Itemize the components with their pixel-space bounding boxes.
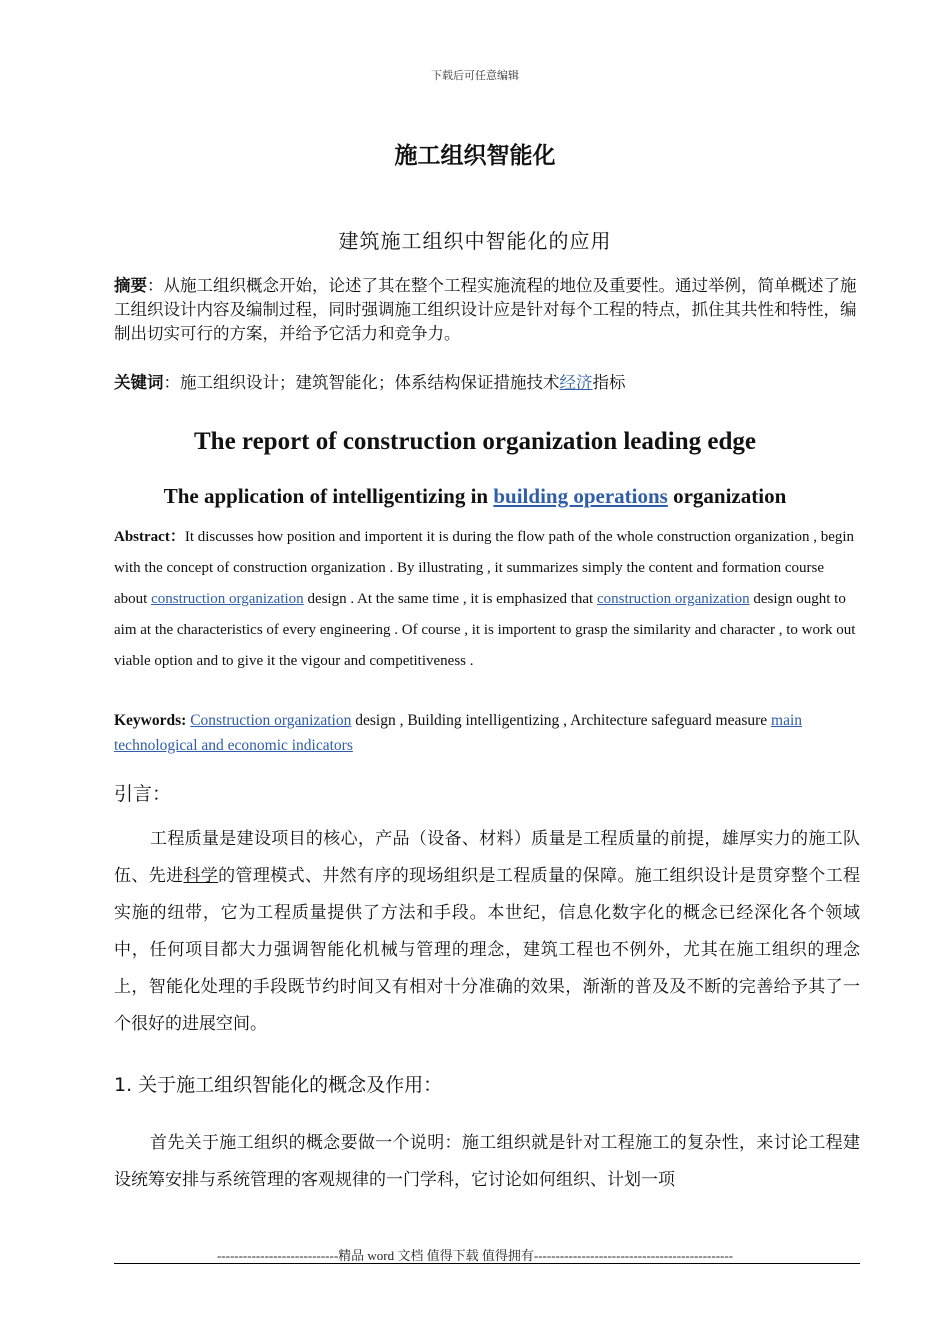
english-keywords-middle: design , Building intelligentizing , Architecture safeguard measure: [351, 712, 772, 729]
page-footer: ----------------------------精品 word 文档 值得下载 值得拥有----------------------------------------------: [216, 1248, 734, 1263]
abstract-cn: [114, 274, 859, 346]
english-abstract-link1[interactable]: construction organization: [151, 591, 304, 607]
english-title: The report of construction organization leading edge: [194, 428, 756, 455]
keywords-cn-text: ：施工组织设计；建筑智能化；体系结构保证措施技术: [163, 373, 560, 392]
abstract-cn-label: 摘要: [114, 276, 147, 295]
abstract-cn-text: ：从施工组织概念开始，论述了其在整个工程实施流程的地位及重要性。通过举例，简单概述了施工组织设计内容及编制过程，同时强调施工组织设计应是针对每个工程的特点，抓住其共性和特性，编制出切实可行的方案，并给予它活力和竞争力。: [114, 276, 857, 343]
english-keywords-label: Keywords:: [114, 712, 187, 729]
english-keywords: [114, 708, 860, 758]
page-header-note: 下载后可任意编辑: [431, 69, 519, 82]
english-subtitle: [0, 484, 950, 509]
english-subtitle-link[interactable]: building operations: [493, 484, 668, 508]
english-keywords-link1[interactable]: Construction organization: [190, 712, 352, 729]
english-abstract-link2[interactable]: construction organization: [596, 591, 750, 607]
keywords-cn-link[interactable]: 经济: [559, 373, 593, 392]
english-keywords-link2[interactable]: main technological and economic indicators: [114, 712, 803, 754]
intro-text-2: 的管理模式、井然有序的现场组织是工程质量的保障。施工组织设计是贯穿整个工程实施的纽带，它为工程质量提供了方法和手段。本世纪，信息化数字化的概念已经深化各个领域中，任何项目都大力强调智能化机械与管理的理念，建筑工程也不例外，尤其在施工组织的理念上，智能化处理的手段既节约时间又有相对十分准确的效果，渐渐的普及及不断的完善给予其了一个很好的进展空间。: [114, 866, 861, 1034]
english-abstract-part1: It discusses how position and importent it is during the flow path of the whole construction organization , begin with the concept of construction organization . By illustrating , it summarizes simply the content and formation course about: [114, 529, 855, 607]
english-abstract: [114, 522, 860, 677]
english-abstract-part2: design . At the same time , it is emphasized that: [303, 591, 597, 607]
document-subtitle: 建筑施工组织中智能化的应用: [338, 229, 612, 253]
intro-paragraph: [114, 821, 860, 1043]
intro-heading: 引言：: [114, 783, 172, 805]
footer-divider: [114, 1263, 860, 1264]
document-title: 施工组织智能化: [394, 143, 556, 169]
section1-heading: 1. 关于施工组织智能化的概念及作用：: [114, 1074, 443, 1096]
english-subtitle-after: organization: [667, 484, 787, 508]
intro-link[interactable]: 科学: [183, 866, 219, 886]
english-abstract-part3: design ought to aim at the characteristics of every engineering . Of course , it is importent to grasp the similarity and character , to work out viable option and to give it the vigour and competitiveness .: [114, 591, 856, 669]
keywords-cn-tail: 指标: [592, 373, 626, 392]
keywords-cn-label: 关键词: [114, 373, 164, 392]
intro-text-1: 工程质量是建设项目的核心，产品（设备、材料）质量是工程质量的前提，雄厚实力的施工队伍、先进: [114, 829, 860, 886]
keywords-cn: [114, 371, 859, 395]
english-abstract-label: Abstract：: [114, 529, 185, 545]
section1-paragraph: 首先关于施工组织的概念要做一个说明：施工组织就是针对工程施工的复杂性，来讨论工程建设统筹安排与系统管理的客观规律的一门学科，它讨论如何组织、计划一项: [114, 1133, 860, 1190]
english-subtitle-before: The application of intelligentizing in: [163, 484, 494, 508]
